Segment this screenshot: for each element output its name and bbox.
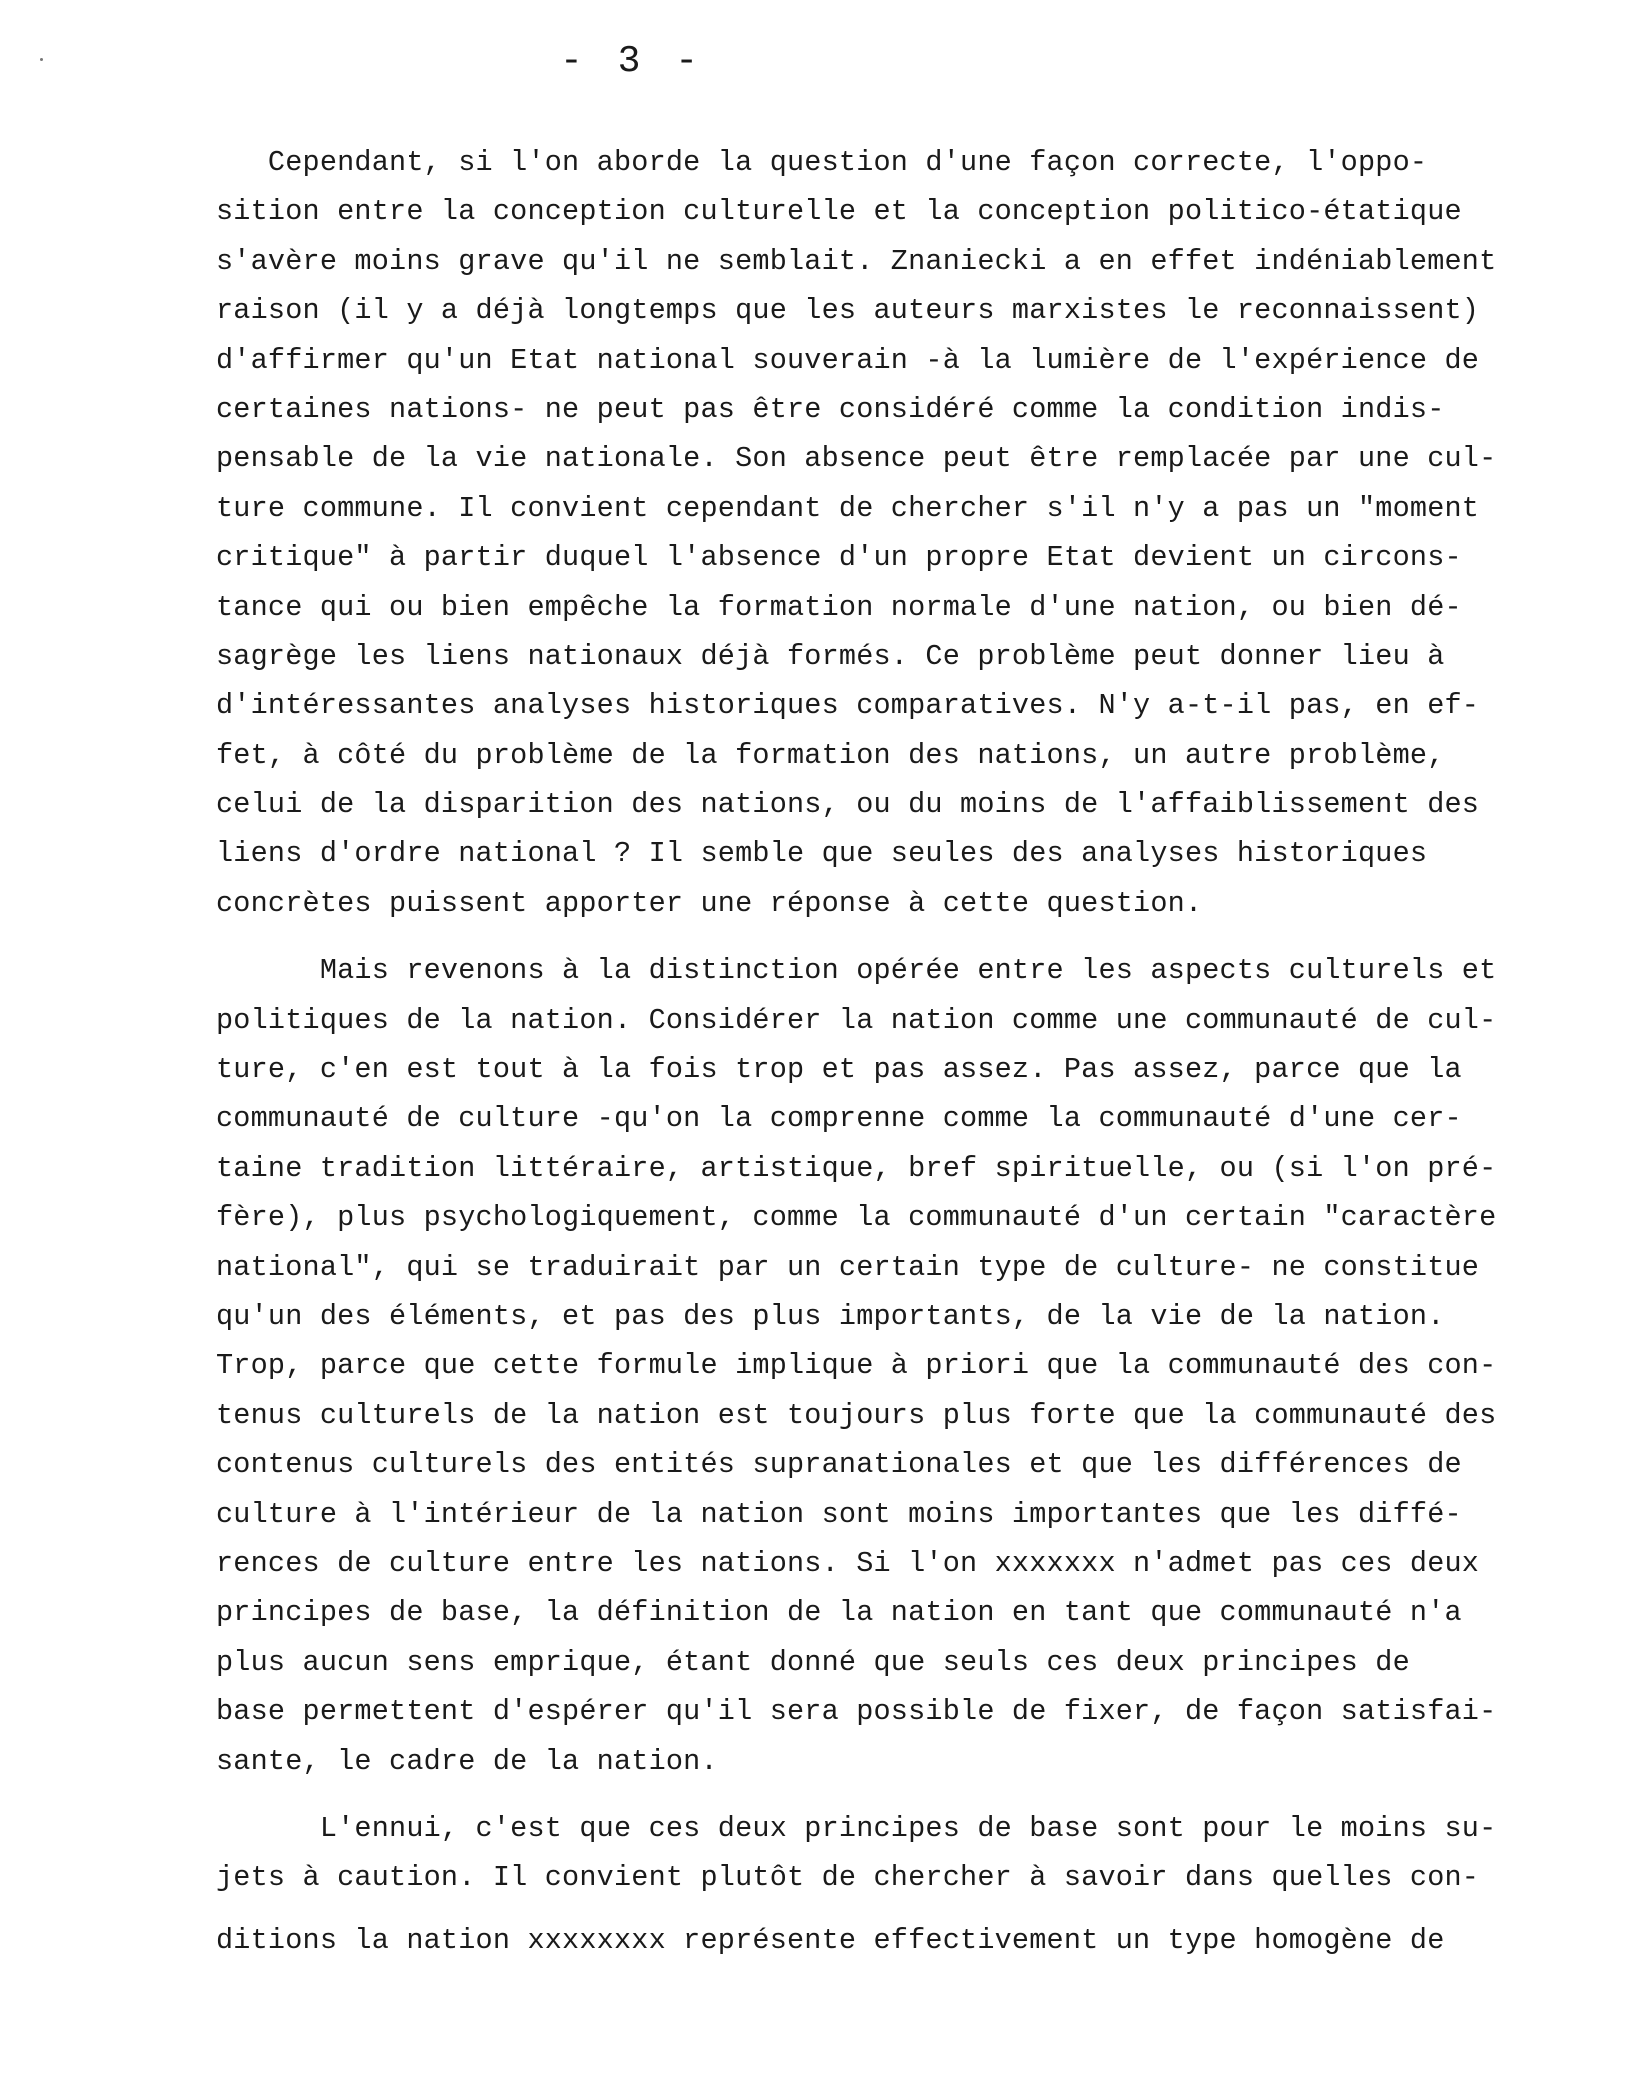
text-line: sagrège les liens nationaux déjà formés. Ce problème peut donner lieu à [216, 639, 1445, 673]
text-line: politiques de la nation. Considérer la nation comme une communauté de cul- [216, 1003, 1497, 1037]
text-line: culture à l'intérieur de la nation sont moins importantes que les diffé- [216, 1497, 1462, 1531]
page-number: - 3 - [560, 40, 705, 83]
paper-speck [40, 58, 43, 61]
line-spacer [216, 1903, 1596, 1916]
text-line: s'avère moins grave qu'il ne semblait. Znaniecki a en effet indéniablement [216, 244, 1497, 278]
text-line: base permettent d'espérer qu'il sera possible de fixer, de façon satisfai- [216, 1695, 1497, 1729]
text-line: communauté de culture -qu'on la comprenne comme la communauté d'une cer- [216, 1102, 1462, 1136]
text-line: principes de base, la définition de la nation en tant que communauté n'a [216, 1596, 1462, 1630]
text-line: tance qui ou bien empêche la formation normale d'une nation, ou bien dé- [216, 590, 1462, 624]
text-line: sante, le cadre de la nation. [216, 1744, 718, 1778]
text-line: Mais revenons à la distinction opérée entre les aspects culturels et [216, 954, 1497, 988]
text-line: ture commune. Il convient cependant de chercher s'il n'y a pas un "moment [216, 491, 1480, 525]
text-line: raison (il y a déjà longtemps que les auteurs marxistes le reconnaissent) [216, 294, 1480, 328]
text-line: celui de la disparition des nations, ou du moins de l'affaiblissement des [216, 788, 1480, 822]
text-line: L'ennui, c'est que ces deux principes de base sont pour le moins su- [216, 1811, 1497, 1845]
text-line: plus aucun sens emprique, étant donné que seuls ces deux principes de [216, 1645, 1410, 1679]
text-line: liens d'ordre national ? Il semble que seules des analyses historiques [216, 837, 1428, 871]
text-line: qu'un des éléments, et pas des plus importants, de la vie de la nation. [216, 1299, 1445, 1333]
paragraph-spacer [216, 928, 1596, 946]
paragraph-1 [216, 138, 1596, 928]
text-line: fet, à côté du problème de la formation des nations, un autre problème, [216, 738, 1445, 772]
paragraph-2 [216, 946, 1596, 1786]
text-line: concrètes puissent apporter une réponse à cette question. [216, 886, 1203, 920]
text-line: d'intéressantes analyses historiques comparatives. N'y a-t-il pas, en ef- [216, 689, 1480, 723]
text-line: tenus culturels de la nation est toujours plus forte que la communauté des [216, 1398, 1497, 1432]
text-line: national", qui se traduirait par un certain type de culture- ne constitue [216, 1250, 1480, 1284]
text-line: Cependant, si l'on aborde la question d'une façon correcte, l'oppo- [216, 146, 1428, 179]
paragraph-spacer [216, 1786, 1596, 1804]
text-line: fère), plus psychologiquement, comme la communauté d'un certain "caractère [216, 1201, 1497, 1235]
text-line: ditions la nation xxxxxxxx représente effectivement un type homogène de [216, 1923, 1445, 1957]
text-line: Trop, parce que cette formule implique à priori que la communauté des con- [216, 1349, 1497, 1383]
text-line: sition entre la conception culturelle et la conception politico-étatique [216, 195, 1462, 229]
text-line: jets à caution. Il convient plutôt de chercher à savoir dans quelles con- [216, 1861, 1480, 1895]
text-line: ture, c'en est tout à la fois trop et pas assez. Pas assez, parce que la [216, 1053, 1462, 1087]
text-line: taine tradition littéraire, artistique, bref spirituelle, ou (si l'on pré- [216, 1151, 1497, 1185]
text-line: rences de culture entre les nations. Si l'on xxxxxxx n'admet pas ces deux [216, 1546, 1480, 1580]
body-text [216, 138, 1596, 1965]
text-line: critique" à partir duquel l'absence d'un propre Etat devient un circons- [216, 541, 1462, 575]
text-line: pensable de la vie nationale. Son absence peut être remplacée par une cul- [216, 442, 1497, 476]
text-line: d'affirmer qu'un Etat national souverain -à la lumière de l'expérience de [216, 343, 1480, 377]
paragraph-3 [216, 1804, 1596, 1965]
text-line: certaines nations- ne peut pas être considéré comme la condition indis- [216, 392, 1445, 426]
text-line: contenus culturels des entités supranationales et que les différences de [216, 1448, 1462, 1482]
